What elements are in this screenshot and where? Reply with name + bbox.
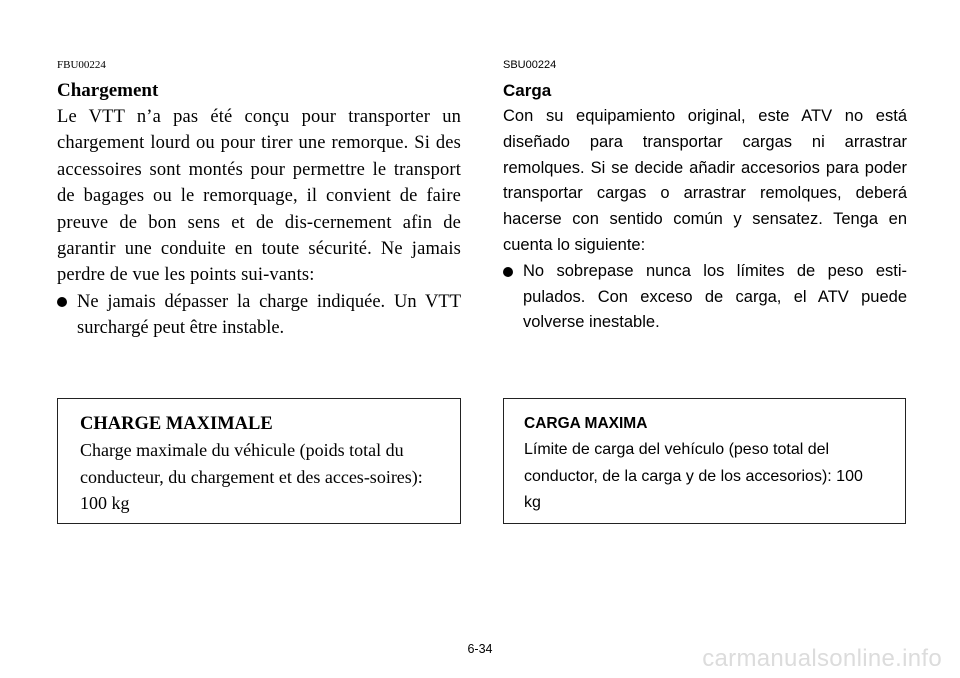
max-load-box-french <box>57 398 461 524</box>
french-column <box>57 58 461 342</box>
box-text: Límite de carga del vehículo (peso total del conductor, de la carga y de los accesorios): 100 kg <box>524 441 863 511</box>
bullet-text: No sobrepase nunca los límites de peso esti-pulados. Con exceso de carga, el ATV puede volverse inestable. <box>523 261 907 332</box>
box-title: CHARGE MAXIMALE <box>80 414 273 434</box>
section-code: FBU00224 <box>57 59 106 71</box>
section-heading: Chargement <box>57 80 159 101</box>
section-code: SBU00224 <box>503 59 557 71</box>
bullet-item <box>503 259 907 336</box>
paragraph-text: Le VTT n’a pas été conçu pour transporter un chargement lourd ou pour tirer une remorque. Si des accessoires sont montés pour permettre le transport de bagages ou le remorquage, il convient de faire preuve de bon sens et de dis-cernement afin de garantir une conduite en toute sécurité. Ne jamais perdre de vue les points sui-vants: <box>57 107 461 286</box>
page-number: 6-34 <box>467 642 493 656</box>
paragraph-text: Con su equipamiento original, este ATV no está diseñado para transportar cargas ni arrastrar remolques. Si se decide añadir accesorios para poder transportar cargas o arrastrar remolques, deberá hacerse con sentido común y sensatez. Tenga en cuenta lo siguiente: <box>503 107 907 254</box>
watermark: carmanualsonline.info <box>702 645 942 672</box>
box-text: Charge maximale du véhicule (poids total du conducteur, du chargement et des acces-soires): 100 kg <box>80 440 423 513</box>
section-paragraph <box>57 104 461 289</box>
bullet-dot-icon <box>57 289 77 307</box>
bullet-item <box>57 289 461 342</box>
section-heading: Carga <box>503 81 552 100</box>
section-paragraph <box>503 104 907 259</box>
bullet-dot-icon <box>503 259 523 277</box>
max-load-box-spanish <box>503 398 906 524</box>
spanish-column <box>503 58 907 336</box>
box-title: CARGA MAXIMA <box>524 415 648 432</box>
bullet-text: Ne jamais dépasser la charge indiquée. Un VTT surchargé peut être instable. <box>77 291 461 339</box>
